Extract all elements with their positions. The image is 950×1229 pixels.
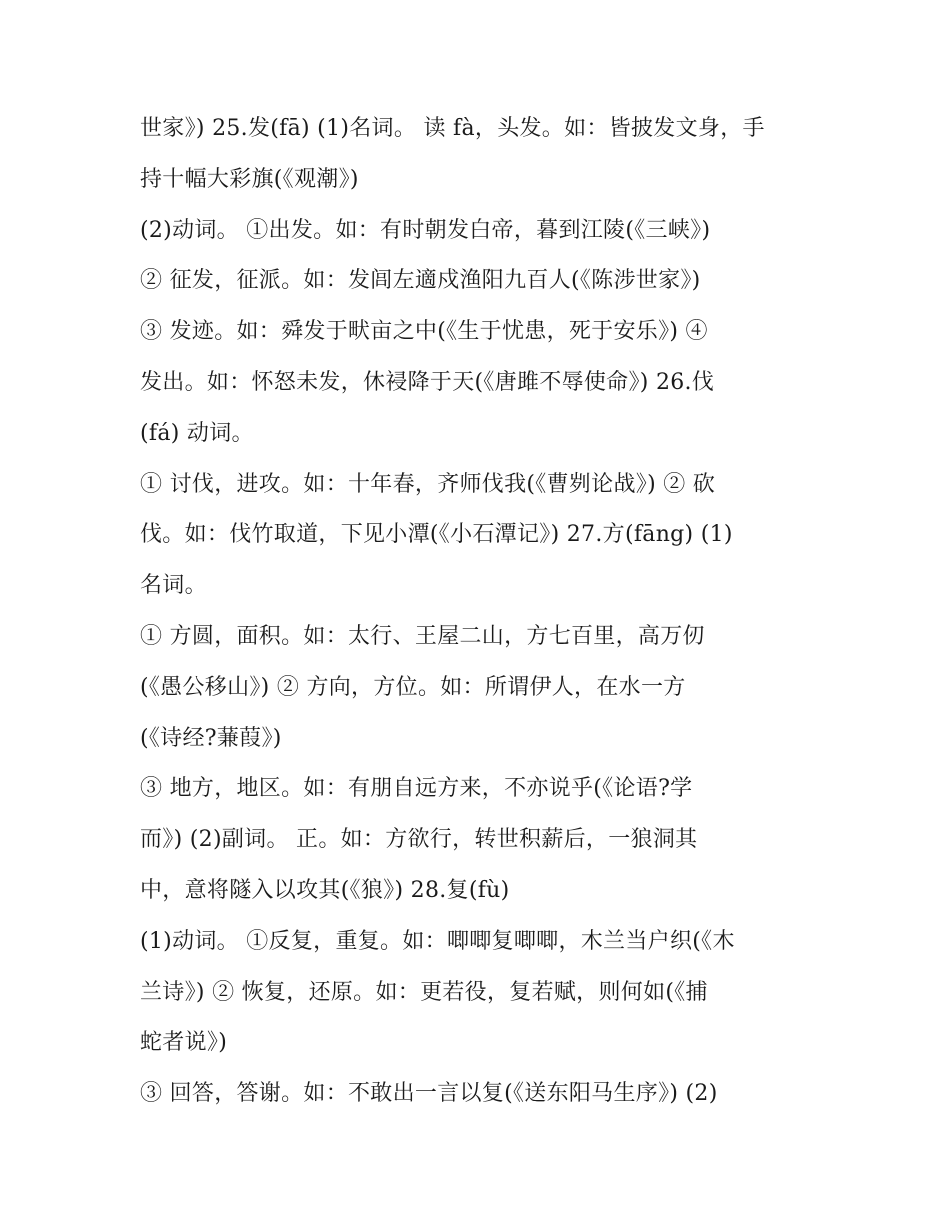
text-line: 蛇者说》) <box>140 1030 228 1056</box>
text-line: ② 征发，征派。如：发闾左適戍渔阳九百人(《陈涉世家》) <box>140 268 701 294</box>
text-line: 发出。如：怀怒未发，休祲降于天(《唐雎不辱使命》) 26.伐 <box>140 369 715 395</box>
text-line: ③ 发迹。如：舜发于畎亩之中(《生于忧患，死于安乐》) ④ <box>140 319 708 345</box>
text-line: (《诗经?蒹葭》) <box>140 725 282 751</box>
text-line: (1)动词。 ①反复，重复。如：唧唧复唧唧，木兰当户织(《木 <box>140 928 735 954</box>
text-line: 而》) (2)副词。 正。如：方欲行，转世积薪后，一狼洞其 <box>140 827 698 853</box>
text-line: 持十幅大彩旗(《观潮》) <box>140 166 359 192</box>
text-line: 中，意将隧入以攻其(《狼》) 28.复(fù) <box>140 877 510 903</box>
text-line: (fá) 动词。 <box>140 420 254 446</box>
text-line: ① 讨伐，进攻。如：十年春，齐师伐我(《曹刿论战》) ② 砍 <box>140 471 716 497</box>
text-line: (《愚公移山》) ② 方向，方位。如：所谓伊人，在水一方 <box>140 674 686 700</box>
text-line: 名词。 <box>140 573 207 599</box>
text-line: 伐。如：伐竹取道，下见小潭(《小石潭记》) 27.方(fāng) (1) <box>140 522 733 548</box>
text-line: 兰诗》) ② 恢复，还原。如：更若役，复若赋，则何如(《捕 <box>140 979 708 1005</box>
text-line: ③ 回答，答谢。如：不敢出一言以复(《送东阳马生序》) (2) <box>140 1081 718 1107</box>
document-body <box>140 104 820 1120</box>
text-line: ① 方圆，面积。如：太行、王屋二山，方七百里，高万仞 <box>140 623 705 649</box>
text-line: (2)动词。 ①出发。如：有时朝发白帝，暮到江陵(《三峡》) <box>140 217 711 243</box>
text-line: 世家》) 25.发(fā) (1)名词。 读 fà，头发。如：皆披发文身，手 <box>140 116 765 141</box>
text-line: ③ 地方，地区。如：有朋自远方来，不亦说乎(《论语?学 <box>140 776 693 802</box>
